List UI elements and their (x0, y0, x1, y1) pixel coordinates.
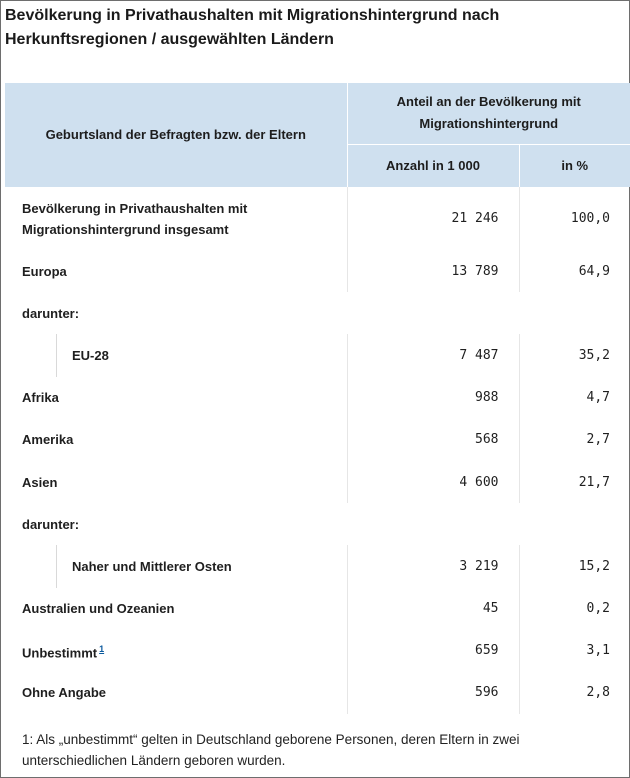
row-count: 3 219 (347, 545, 519, 587)
row-label: Europa (5, 250, 347, 292)
row-percent: 2,8 (586, 685, 611, 701)
table-row (5, 545, 630, 587)
table-row (5, 503, 630, 545)
row-count: 45 (347, 588, 519, 630)
row-count: 568 (347, 419, 519, 461)
row-label-text: Naher und Mittlerer Osten (72, 558, 232, 574)
row-count: 7 487 (347, 334, 519, 376)
row-count: 4 600 (347, 461, 519, 503)
data-table (5, 83, 630, 714)
row-count: 988 (347, 377, 519, 419)
row-percent: 35,2 (578, 347, 611, 363)
row-percent: 100,0 (570, 211, 611, 226)
table-row (5, 292, 630, 334)
table-row (5, 630, 630, 672)
row-label (5, 545, 347, 587)
table-row (5, 461, 630, 503)
table-row (5, 377, 630, 419)
row-percent: 0,2 (586, 601, 611, 617)
row-label: Amerika (5, 419, 347, 461)
table-row (5, 250, 630, 292)
table-row (5, 419, 630, 461)
row-count: 659 (347, 630, 519, 672)
row-percent: 21,7 (578, 474, 611, 490)
row-percent: 3,1 (586, 643, 611, 659)
row-label-text: EU-28 (72, 347, 109, 363)
row-label: Ohne Angabe (5, 672, 347, 714)
header-count: Anzahl in 1 000 (347, 144, 519, 187)
row-percent: 64,9 (578, 263, 611, 279)
row-label: Asien (5, 461, 347, 503)
table-row (5, 588, 630, 630)
row-label: Bevölkerung in Privathaushalten mit Migrationshintergrund insgesamt (5, 187, 347, 250)
header-group: Anteil an der Bevölkerung mit Migrationshintergrund (347, 83, 630, 144)
row-count: 596 (347, 672, 519, 714)
header-percent: in % (519, 144, 630, 187)
table-title: Bevölkerung in Privathaushalten mit Migrationshintergrund nach Herkunftsregionen / ausgewählten Ländern (5, 7, 500, 48)
row-label: darunter: (22, 305, 80, 321)
row-label-text: Unbestimmt (22, 644, 98, 660)
header-country: Geburtsland der Befragten bzw. der Eltern (5, 83, 347, 187)
table-row (5, 187, 630, 250)
table-row (5, 672, 630, 714)
row-count: 13 789 (347, 250, 519, 292)
row-label (5, 334, 347, 376)
row-label: darunter: (22, 516, 80, 532)
footnote-text: 1: Als „unbestimmt“ gelten in Deutschland geborene Personen, deren Eltern in zwei unterschiedlichen Ländern geboren wurden. (22, 732, 520, 768)
footnote-link[interactable]: 1 (99, 643, 105, 654)
row-count: 21 246 (347, 187, 519, 250)
row-percent: 2,7 (586, 432, 611, 448)
row-label (5, 630, 347, 672)
row-percent: 15,2 (578, 558, 611, 574)
row-label: Australien und Ozeanien (5, 588, 347, 630)
row-label: Afrika (5, 377, 347, 419)
table-row (5, 334, 630, 376)
row-percent: 4,7 (586, 390, 611, 406)
